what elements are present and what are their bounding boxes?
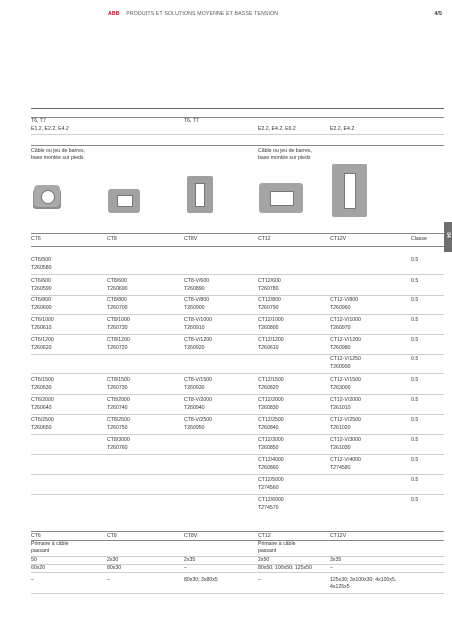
section-rule xyxy=(31,531,444,532)
row-rule xyxy=(31,494,444,495)
product-code: T274560 xyxy=(258,485,279,491)
product-code: T260630 xyxy=(31,385,52,391)
product-code: T260610 xyxy=(258,345,279,351)
classe-value: 0.5 xyxy=(411,297,419,303)
col-header-ct8: CT8 xyxy=(107,236,117,242)
page-header xyxy=(108,11,444,21)
product-code: T260590 xyxy=(31,286,52,292)
product-code: T260910 xyxy=(184,325,205,331)
bottom-header-ct12v: CT12V xyxy=(330,533,347,539)
range-c1-line2: E1.2, E2.2, E4.2 xyxy=(31,126,69,132)
classe-value: 0.5 xyxy=(411,278,419,284)
header-rule xyxy=(31,233,444,234)
product-reference: CT12/2500 xyxy=(258,417,284,423)
primary-left-line2: passant xyxy=(31,548,50,554)
col-header-ct12v: CT12V xyxy=(330,236,347,242)
product-code: T260800 xyxy=(258,325,279,331)
product-reference: CT8-V/600 xyxy=(184,278,210,284)
product-reference: CT6/800 xyxy=(31,297,51,303)
product-code: T260640 xyxy=(31,405,52,411)
row-rule xyxy=(31,474,444,475)
product-code: T260600 xyxy=(31,305,52,311)
product-code: T274570 xyxy=(258,505,279,511)
product-reference: CT6/1500 xyxy=(31,377,54,383)
product-code: T260760 xyxy=(107,445,128,451)
product-reference: CT12-V/2500 xyxy=(330,417,361,423)
product-reference: CT12/1000 xyxy=(258,317,284,323)
row-rule xyxy=(31,314,444,315)
product-code: T260960 xyxy=(330,305,351,311)
product-code: T260940 xyxy=(184,405,205,411)
product-code: T260900 xyxy=(184,305,205,311)
col-header-ct12: CT12 xyxy=(258,236,271,242)
brand-logo: ABB xyxy=(108,11,120,17)
product-reference: CT8/3000 xyxy=(107,437,130,443)
product-code: T260780 xyxy=(258,286,279,292)
row-rule xyxy=(31,373,444,374)
dims3-ct8v: 80x30; 3x80x5 xyxy=(184,577,218,583)
classe-value: 0.5 xyxy=(411,377,419,383)
product-reference: CT12/3000 xyxy=(258,437,284,443)
row-rule xyxy=(31,414,444,415)
classe-value: 0.5 xyxy=(411,497,419,503)
product-code: T260920 xyxy=(184,345,205,351)
primary-right-line2: passant xyxy=(258,548,277,554)
classe-value: 0.5 xyxy=(411,457,419,463)
section-rule xyxy=(31,117,444,118)
classe-value: 0.5 xyxy=(411,257,419,263)
product-reference: CT6/2500 xyxy=(31,417,54,423)
row-rule xyxy=(31,593,444,594)
section-rule xyxy=(31,145,444,146)
product-code: T260720 xyxy=(107,345,128,351)
product-code: T260840 xyxy=(258,425,279,431)
product-reference: CT6/600 xyxy=(31,278,51,284)
product-code: T260690 xyxy=(107,286,128,292)
product-reference: CT12/2000 xyxy=(258,397,284,403)
classe-value: 0.5 xyxy=(411,317,419,323)
product-code: T260970 xyxy=(330,325,351,331)
dims3-ct12v: 125x30; 3x100x30; 4x100x5, xyxy=(330,577,397,583)
product-reference: CT8-V/1500 xyxy=(184,377,212,383)
mounting-left-line2: base montée sur pieds xyxy=(31,155,84,161)
header-title: PRODUITS ET SOLUTIONS MOYENNE ET BASSE TENSION xyxy=(126,11,279,17)
bottom-header-ct6: CT6 xyxy=(31,533,41,539)
product-reference: CT8/600 xyxy=(107,278,127,284)
product-reference: CT12-V/2000 xyxy=(330,397,361,403)
row-rule xyxy=(31,354,444,355)
classe-value: 0.5 xyxy=(411,397,419,403)
product-reference: CT6/500 xyxy=(31,257,51,263)
product-code: T260850 xyxy=(258,445,279,451)
row-rule xyxy=(31,394,444,395)
dims3-ct12v-cont: 4x125x5 xyxy=(330,584,350,590)
dims1-ct6: 50 xyxy=(31,557,37,563)
dims3-ct8: – xyxy=(107,577,110,583)
mounting-left-line1: Câble ou jeu de barres, xyxy=(31,148,85,154)
product-reference: CT12-V/4000 xyxy=(330,457,361,463)
dims3-ct12: – xyxy=(258,577,261,583)
product-reference: CT12/1500 xyxy=(258,377,284,383)
product-code: T260950 xyxy=(184,425,205,431)
classe-value: 0.5 xyxy=(411,337,419,343)
product-code: T260830 xyxy=(258,405,279,411)
bottom-header-ct12: CT12 xyxy=(258,533,271,539)
product-code: T260750 xyxy=(107,425,128,431)
product-code: T260620 xyxy=(31,345,52,351)
range-c1-line1: T6, T7 xyxy=(31,118,46,124)
dims2-ct8: 80x30 xyxy=(107,565,122,571)
primary-left-line1: Primaire à câble xyxy=(31,541,69,547)
dims1-ct12v: 3x35 xyxy=(330,557,342,563)
product-code: T260820 xyxy=(258,385,279,391)
product-code: T261030 xyxy=(330,445,351,451)
dims2-ct12v: – xyxy=(330,565,333,571)
product-code: T274580 xyxy=(330,465,351,471)
col-header-ct8v: CT8V xyxy=(184,236,198,242)
product-reference: CT8/800 xyxy=(107,297,127,303)
dims2-ct12: 80x50; 100x50; 125x50 xyxy=(258,565,312,571)
dims3-ct6: – xyxy=(31,577,34,583)
product-reference: CT12/6000 xyxy=(258,497,284,503)
product-code: T260860 xyxy=(258,465,279,471)
product-reference: CT8/2000 xyxy=(107,397,130,403)
product-code: T260740 xyxy=(107,405,128,411)
classe-value: 0.5 xyxy=(411,477,419,483)
product-reference: CT12/4000 xyxy=(258,457,284,463)
product-reference: CT12-V/800 xyxy=(330,297,358,303)
product-code: T260650 xyxy=(31,425,52,431)
product-reference: CT8-V/1000 xyxy=(184,317,212,323)
range-c4-line2: E2.2, E4.2, E6.2 xyxy=(258,126,296,132)
product-reference: CT6/1200 xyxy=(31,337,54,343)
classe-value: 0.5 xyxy=(411,417,419,423)
classe-value: 0.5 xyxy=(411,437,419,443)
product-code: T260980 xyxy=(330,345,351,351)
ct12v-transformer-image xyxy=(330,163,370,219)
product-reference: CT6/1000 xyxy=(31,317,54,323)
section-tab-label: 04 xyxy=(444,232,451,238)
product-reference: CT12-V/1200 xyxy=(330,337,361,343)
range-c3-line1: T6, T7 xyxy=(184,118,199,124)
mounting-right-line2: base montée sur pieds xyxy=(258,155,311,161)
product-code: T261020 xyxy=(330,425,351,431)
row-rule xyxy=(31,564,444,565)
col-header-classe: Classe xyxy=(411,236,427,242)
product-reference: CT8/1200 xyxy=(107,337,130,343)
product-code: T260790 xyxy=(258,305,279,311)
header-rule xyxy=(31,246,444,247)
row-rule xyxy=(31,572,444,573)
product-reference: CT8/1000 xyxy=(107,317,130,323)
dims1-ct8v: 2x35 xyxy=(184,557,196,563)
dims2-ct8v: – xyxy=(184,565,187,571)
row-rule xyxy=(31,556,444,557)
row-rule xyxy=(31,295,444,296)
product-reference: CT12-V/3000 xyxy=(330,437,361,443)
product-code: T260730 xyxy=(107,325,128,331)
product-code: T260610 xyxy=(31,325,52,331)
product-reference: CT12/1200 xyxy=(258,337,284,343)
product-reference: CT12/600 xyxy=(258,278,281,284)
col-header-ct6: CT6 xyxy=(31,236,41,242)
product-reference: CT12/800 xyxy=(258,297,281,303)
product-reference: CT12-V/1250 xyxy=(330,356,361,362)
dims1-ct12: 2x50 xyxy=(258,557,270,563)
product-code: T260700 xyxy=(107,305,128,311)
page-number: 4/5 xyxy=(434,11,442,17)
classe-value: 0.5 xyxy=(411,356,419,362)
range-c5-line2: E2.2, E4.2 xyxy=(330,126,355,132)
product-reference: CT12-V/1000 xyxy=(330,317,361,323)
product-reference: CT8-V/2000 xyxy=(184,397,212,403)
product-reference: CT8-V/1200 xyxy=(184,337,212,343)
row-rule xyxy=(31,334,444,335)
product-code: T263000 xyxy=(330,385,351,391)
row-rule xyxy=(31,274,444,275)
ct8-transformer-image xyxy=(107,186,141,214)
product-reference: CT8-V/2500 xyxy=(184,417,212,423)
row-rule xyxy=(31,134,444,135)
row-rule xyxy=(31,454,444,455)
product-reference: CT8-V/800 xyxy=(184,297,210,303)
section-rule xyxy=(31,540,444,541)
ct12-transformer-image xyxy=(258,180,304,214)
bottom-header-ct8: CT8 xyxy=(107,533,117,539)
section-rule xyxy=(31,108,444,109)
dims1-ct8: 2x30 xyxy=(107,557,119,563)
product-code: T260730 xyxy=(107,385,128,391)
primary-right-line1: Primaire à câble xyxy=(258,541,296,547)
ct6-transformer-image xyxy=(31,181,63,211)
ct8v-transformer-image xyxy=(185,175,215,215)
product-reference: CT12-V/1500 xyxy=(330,377,361,383)
product-reference: CT12/5000 xyxy=(258,477,284,483)
row-rule xyxy=(31,434,444,435)
product-code: T260930 xyxy=(184,385,205,391)
product-reference: CT8/2500 xyxy=(107,417,130,423)
dims2-ct6: 60x20 xyxy=(31,565,46,571)
product-code: T260580 xyxy=(31,265,52,271)
product-code: T261010 xyxy=(330,405,351,411)
product-code: T260990 xyxy=(330,364,351,370)
section-tab xyxy=(444,222,452,252)
mounting-right-line1: Câble ou jeu de barres, xyxy=(258,148,312,154)
product-code: T260890 xyxy=(184,286,205,292)
product-reference: CT6/2000 xyxy=(31,397,54,403)
bottom-header-ct8v: CT8V xyxy=(184,533,198,539)
product-reference: CT8/1500 xyxy=(107,377,130,383)
